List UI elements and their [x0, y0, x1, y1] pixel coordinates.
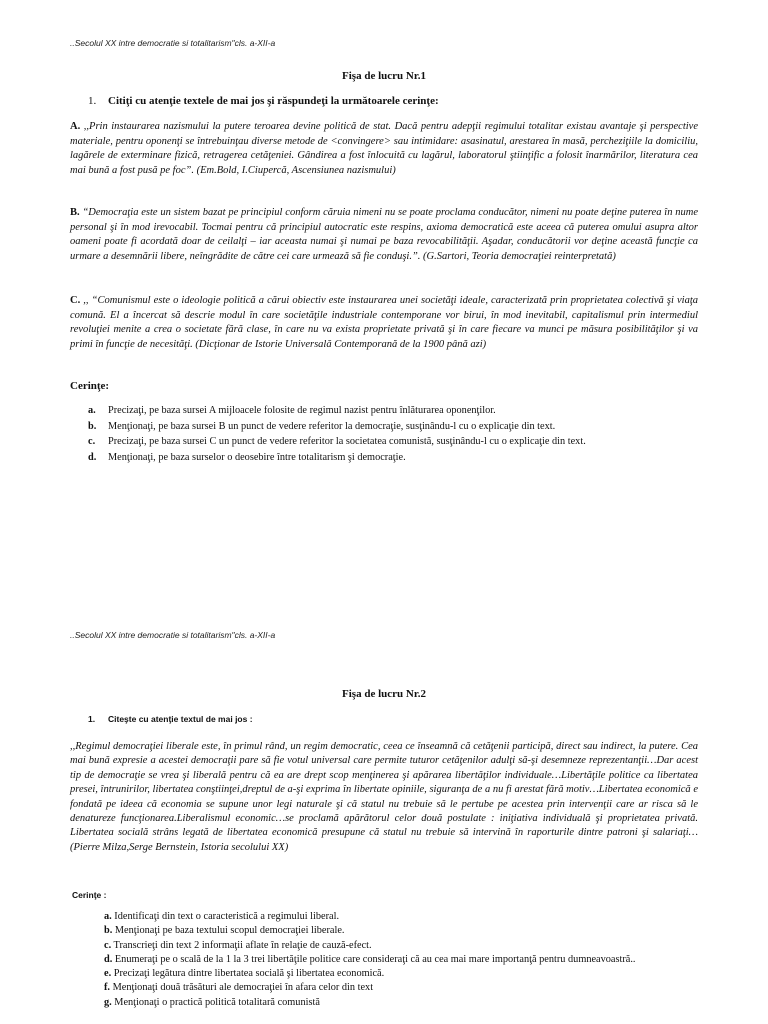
list-item: [104, 953, 664, 967]
task-letter: f.: [104, 982, 111, 994]
question-text: Citeşte cu atenţie textul de mai jos :: [108, 714, 253, 724]
list-item: [104, 967, 664, 981]
worksheet-title: Fişa de lucru Nr.1: [342, 70, 426, 82]
task-text: Menţionaţi pe baza textului scopul democraţiei liberale.: [112, 925, 345, 937]
source-a: [70, 120, 698, 178]
question-text: Citiţi cu atenţie textele de mai jos şi răspundeţi la următoarele cerinţe:: [108, 95, 439, 107]
source-b: [70, 206, 698, 264]
list-item: [104, 924, 664, 938]
task-letter: d.: [104, 953, 113, 965]
task-list: [104, 910, 664, 1010]
list-item: [104, 910, 664, 924]
list-item: [104, 996, 664, 1010]
task-text: Menţionaţi, pe baza surselor o deosebire între totalitarism şi democraţie.: [108, 451, 406, 463]
source-text: ,,Prin instaurarea nazismului la putere teroarea devine politică de stat. Dacă pentru adepţii regimului totalitar existau avantaje şi perspective materiale, pentru oponenţi se întrebuinţau diverse metode de <convingere> sau intimidare: asasinatul, arestarea în masă, percheziţiile la domiciliu, lagărele de exterminare fizică, retragerea cetăţeniei. Gândirea a fost înlocuită cu lagărul, laboratorul ştiinţific a folosit înarmărilor, literatura cea mai bună a fost pusă pe foc”. (Em.Bold, I.Ciupercă, Ascensiunea nazismului): [70, 121, 698, 176]
task-list: [88, 403, 708, 465]
question-1: [88, 714, 253, 724]
list-item: [88, 434, 708, 450]
task-letter: a.: [104, 911, 112, 922]
list-item: [88, 450, 708, 466]
requirements-heading: Cerinţe:: [70, 380, 110, 392]
task-letter: c.: [88, 436, 96, 447]
task-letter: b.: [104, 925, 113, 937]
source-label: B.: [70, 207, 80, 218]
source-text: “Democraţia este un sistem bazat pe principiul conform căruia nimeni nu se poate proclama conducător, nimeni nu poate deţine puterea în nume personal şi în mod irevocabil. Tocmai pentru că principiul autocratic este respins, axioma democratică este aceea că puterea omului asupra altor oameni poate fi acordată doar de ceilalţi – iar aceasta numai şi numai pe baza revocabilităţii. Aşadar, conducătorii vor deţine această funcţie ca urmare a desemnării libere, neîngrădite de către cei care urmează să fie conduşi.”. (G.Sartori, Teoria democraţiei reinterpretată): [70, 207, 698, 262]
list-item: [88, 419, 708, 435]
list-item: [104, 981, 664, 995]
task-letter: c.: [104, 939, 112, 951]
task-text: Identificaţi din text o caracteristică a regimului liberal.: [111, 911, 340, 922]
task-text: Menţionaţi o practică politică totalitară comunistă: [111, 996, 320, 1008]
list-item: [88, 403, 708, 419]
page-header: ..Secolul XX intre democratie si totalitarism"cls. a-XII-a: [70, 630, 276, 640]
source-text-block: ,,Regimul democraţiei liberale este, în primul rând, un regim democratic, ceea ce înseamnă că cetăţenii participă, direct sau indirect, la putere. Cea mai bună expresie a acestei democraţii pare să fie votul universal care permite tuturor cetăţenilor adulţi să-şi desemneze reprezentanţii…Dar acest tip de democraţie se vrea şi liberală pentru că ea are drept scop menţinerea şi apărarea libertăţilor individuale…Libertăţile politice ca libertatea presei, întrunirilor, libertatea conştiinţei,dreptul de a-şi exprima în libertate opiniile, siguranţa de a nu fi arestat fără motiv…Libertatea economică e fondată pe ideea că economia se supune unor legi naturale şi că statul nu trebuie să le pertube pe acestea prin intervenţii care ar risca să le denatureze funcţionarea.Liberalismul economic…se proclamă apărătorul celor două postulate : iniţiativa individuală şi proprietatea privată. Libertatea socială strâns legată de libertatea economică presupune că statul nu trebuie să intervină în raporturile dintre patroni şi salariaţi… (Pierre Milza,Serge Bernstein, Istoria secolului XX): [70, 741, 698, 853]
question-1: [88, 95, 439, 107]
task-letter: e.: [104, 968, 112, 980]
task-text: Menţionaţi, pe baza sursei B un punct de vedere referitor la democraţie, susţinându-l cu o explicaţie din text.: [108, 420, 556, 432]
question-number: 1.: [88, 714, 96, 724]
task-text: Menţionaţi două trăsături ale democraţiei în afara celor din text: [110, 982, 374, 994]
source-c: [70, 294, 698, 352]
worksheet-title: Fişa de lucru Nr.2: [342, 688, 426, 700]
page-header: ..Secolul XX intre democratie si totalitarism"cls. a-XII-a: [70, 38, 276, 48]
task-text: Enumeraţi pe o scală de la 1 la 3 trei libertăţile politice care consideraţi că au cea mai mare importanţă pentru dumneavoastră..: [112, 953, 636, 965]
source-text: ,, “Comunismul este o ideologie politică a cărui obiectiv este instaurarea unei societăţi ideale, caracterizată prin proprietatea colectivă şi viaţa comună. El a încercat să descrie modul în care societăţile industriale contemporane vor birui, în mod inevitabil, capitalismul prin intermediul revoluţiei menite a crea o societate fără clase, în care nu va exista proprietate privată şi în care fiecare va munci pe măsura posibilităţilor şi va primi în funcţie de necesităţi. (Dicţionar de Istorie Universală Contemporană de la 1900 până azi): [70, 295, 698, 350]
requirements-heading: Cerinţe :: [72, 890, 107, 900]
question-number: 1.: [88, 95, 97, 107]
task-text: Precizaţi, pe baza sursei C un punct de vedere referitor la societatea comunistă, susţinându-l cu o explicaţie din text.: [108, 436, 586, 447]
task-text: Precizaţi, pe baza sursei A mijloacele folosite de regimul nazist pentru înlăturarea oponenţilor.: [108, 405, 496, 416]
task-letter: d.: [88, 451, 97, 463]
source-label: C.: [70, 295, 81, 306]
task-letter: a.: [88, 405, 96, 416]
task-letter: g.: [104, 996, 112, 1008]
source-label: A.: [70, 121, 81, 132]
task-text: Precizaţi legătura dintre libertatea socială şi libertatea economică.: [111, 968, 385, 980]
list-item: [104, 939, 664, 953]
task-letter: b.: [88, 420, 97, 432]
task-text: Transcrieţi din text 2 informaţii aflate în relaţie de cauză-efect.: [111, 939, 372, 951]
